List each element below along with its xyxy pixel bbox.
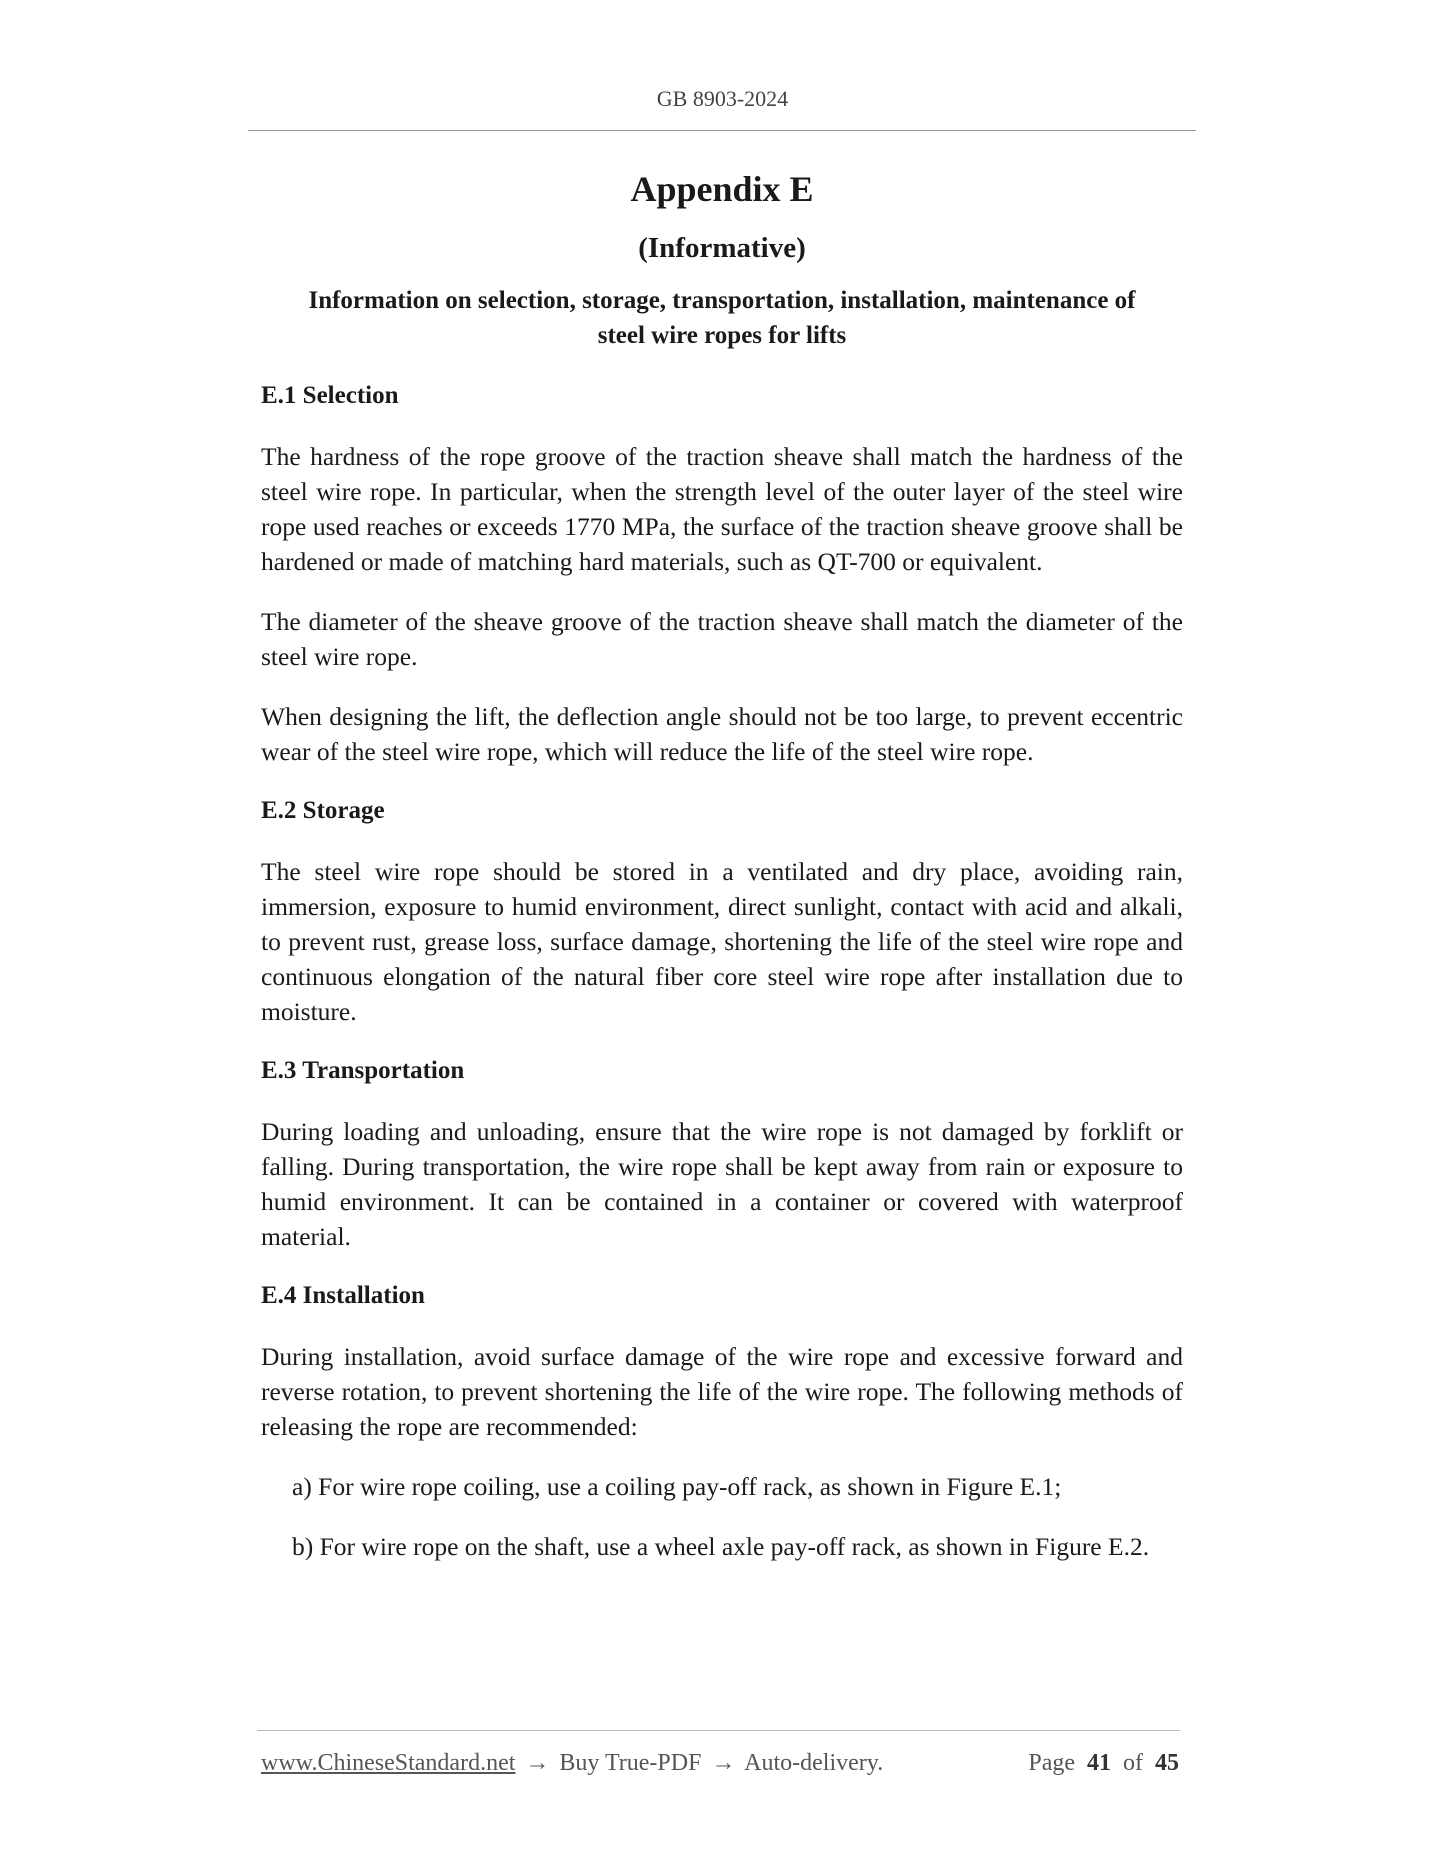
total-pages: 45 <box>1155 1750 1179 1776</box>
section-heading-transportation: E.3 Transportation <box>261 1057 465 1084</box>
site-link[interactable]: www.ChineseStandard.net <box>261 1750 516 1776</box>
appendix-subtitle: (Informative) <box>638 232 806 264</box>
paragraph: During loading and unloading, ensure that the wire rope is not damaged by forklift or falling. During transportation, the wire rope shall be kept away from rain or exposure to humid environment. It can be contained in a container or covered with waterproof material. <box>261 1117 1183 1251</box>
paragraph: During installation, avoid surface damage of the wire rope and excessive forward and reverse rotation, to prevent shortening the life of the wire rope. The following methods of releasing the rope are recommended: <box>261 1342 1183 1441</box>
appendix-heading-line: Information on selection, storage, transportation, installation, maintenance of <box>308 287 1136 314</box>
buy-true-pdf-text: Buy True-PDF <box>559 1750 702 1776</box>
auto-delivery-text: Auto-delivery. <box>744 1750 884 1776</box>
section-heading-selection: E.1 Selection <box>261 382 399 409</box>
of-label: of <box>1123 1750 1143 1776</box>
paragraph: The diameter of the sheave groove of the traction sheave shall match the diameter of the steel wire rope. <box>261 607 1183 671</box>
arrow-right-icon: → <box>525 1750 550 1776</box>
page-content <box>261 168 1183 1589</box>
footer-divider <box>257 1730 1180 1731</box>
standard-code-header: GB 8903-2024 <box>656 86 789 111</box>
paragraph: The hardness of the rope groove of the traction sheave shall match the hardness of the steel wire rope. In particular, when the strength level of the outer layer of the steel wire rope used reaches or exceeds 1770 MPa, the surface of the traction sheave groove shall be hardened or made of matching hard materials, such as QT-700 or equivalent. <box>261 442 1183 576</box>
header-divider <box>248 130 1196 131</box>
list-item: b) For wire rope on the shaft, use a wheel axle pay-off rack, as shown in Figure E.2. <box>292 1532 1150 1561</box>
section-heading-installation: E.4 Installation <box>261 1282 425 1309</box>
list-item: a) For wire rope coiling, use a coiling pay-off rack, as shown in Figure E.1; <box>292 1472 1062 1501</box>
paragraph: The steel wire rope should be stored in a ventilated and dry place, avoiding rain, immersion, exposure to humid environment, direct sunlight, contact with acid and alkali, to prevent rust, grease loss, surface damage, shortening the life of the steel wire rope and continuous elongation of the natural fiber core steel wire rope after installation due to moisture. <box>261 857 1183 1026</box>
page-number: 41 <box>1087 1750 1111 1776</box>
footer-promo <box>261 1750 883 1777</box>
paragraph: When designing the lift, the deflection angle should not be too large, to prevent eccentric wear of the steel wire rope, which will reduce the life of the steel wire rope. <box>261 702 1183 766</box>
page-label: Page <box>1028 1750 1075 1776</box>
appendix-heading-line: steel wire ropes for lifts <box>597 322 847 349</box>
appendix-title: Appendix E <box>630 169 814 209</box>
section-heading-storage: E.2 Storage <box>261 797 385 824</box>
page-indicator <box>1028 1750 1179 1777</box>
arrow-right-icon: → <box>711 1750 736 1776</box>
appendix-heading <box>261 283 1183 353</box>
